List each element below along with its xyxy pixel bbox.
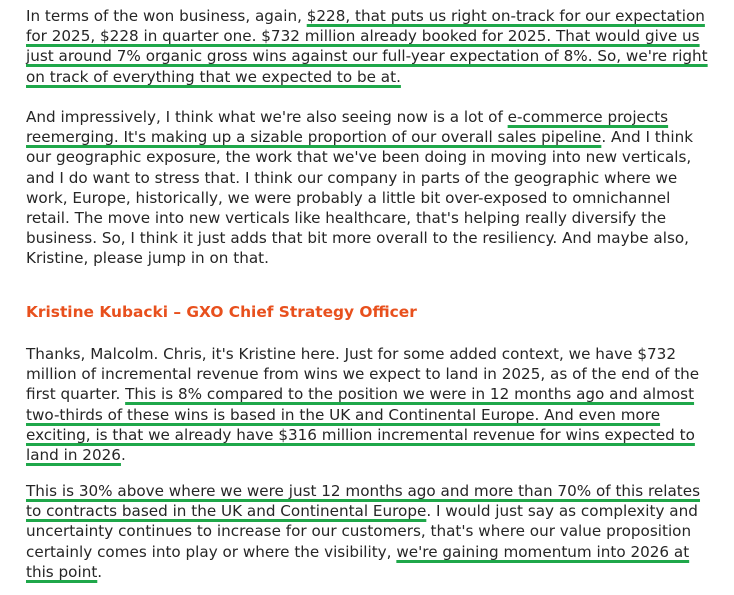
text-segment: . <box>97 562 103 581</box>
highlighted-text: This is 8% compared to the position we were in 12 months ago and almost two-thirds of these wins is based in the UK and Continental Europe. And even more exciting, is that we already have $316 million incremental revenue for wins expected to land in 2026 <box>26 385 695 465</box>
paragraph-won-business <box>26 6 716 87</box>
text-segment: . And I think our geographic exposure, the work that we've been doing in moving into new verticals, and I do want to stress that. I think our company in parts of the geographic where we work, Europe, historically, we were probably a little bit over-exposed to omnichannel retail. The move into new verticals like healthcare, that's helping really diversify the business. So, I think it just adds that bit more overall to the resiliency. And maybe also, Kristine, please jump in on that. <box>26 128 694 268</box>
paragraph-momentum <box>26 481 716 582</box>
text-segment: In terms of the won business, again, <box>26 7 307 25</box>
speaker-heading: Kristine Kubacki – GXO Chief Strategy Officer <box>26 303 417 321</box>
highlighted-text: This is 30% above where we were just 12 months ago and more than 70% of this relates to contracts based in the UK and Continental Europe <box>26 482 701 521</box>
text-segment: . <box>120 446 126 465</box>
paragraph-ecommerce <box>26 107 716 269</box>
paragraph-kristine-context <box>26 344 716 465</box>
text-segment: Thanks, Malcolm. Chris, it's Kristine here. Just for some added context, we have $732 million of incremental revenue from wins we expect to land in 2025, as of the end of the first quarter. <box>26 345 700 404</box>
highlighted-text: e-commerce projects reemerging. It's making up a sizable proportion of our overall sales pipeline <box>26 108 669 147</box>
text-segment: And impressively, I think what we're also seeing now is a lot of <box>26 108 508 126</box>
highlighted-text: we're gaining momentum into 2026 at this point <box>26 542 690 581</box>
text-segment: . I would just say as complexity and uncertainty continues to increase for our customers, that's where our value proposition certainly comes into play or where the visibility, <box>26 502 698 561</box>
highlighted-text: $228, that puts us right on-track for our expectation for 2025, $228 in quarter one. $732 million already booked for 2025. That would give us just around 7% organic gross wins against our full-year expectation of 8%. So, we're right on track of everything that we expected to be at. <box>26 7 708 86</box>
